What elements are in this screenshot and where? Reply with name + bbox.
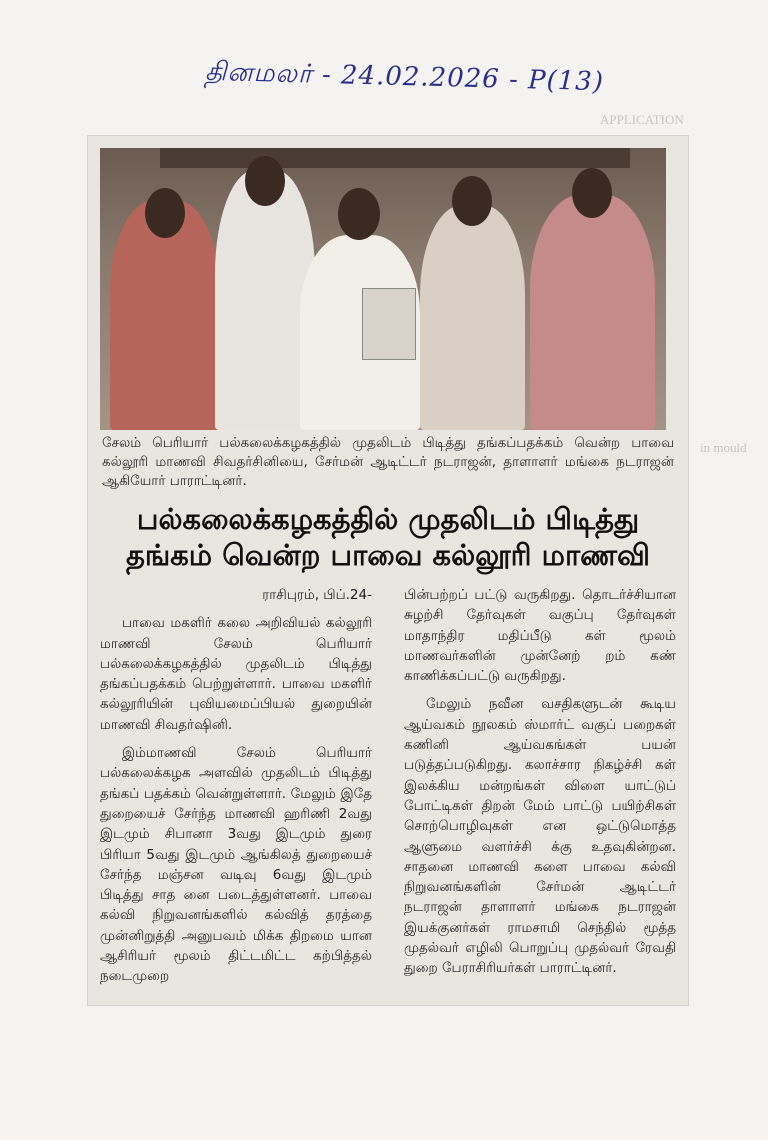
person-3-head	[338, 188, 380, 240]
person-5-head	[572, 168, 612, 218]
article-paragraph: பாவை மகளிர் கலை அறிவியல் கல்லூரி மாணவி சேலம் பெரியார் பல்கலைக்கழகத்தில் முதலிடம் பிடித்து தங்கப்பதக்கம் பெற்றுள்ளார். பாவை மகளிர் கல்லூரியின் புவியமைப்பியல் துறையின் மாணவி சிவதர்ஷினி.	[100, 615, 372, 733]
article-paragraph: மேலும் நவீன வசதிகளுடன் கூடிய ஆய்வகம் நூலகம் ஸ்மார்ட் வகுப் பறைகள் கணினி ஆய்வகங்கள் பயன் படுத்தப்படுகிறது. கலாச்சார நிகழ்ச்சி கள் இலக்கிய மன்றங்கள் விளை யாட்டுப் போட்டிகள் திறன் மேம் பாட்டு பயிற்சிகள் சொற்பொழிவுகள் என ஒட்டுமொத்த ஆளுமை வளர்ச்சி க்கு உதவுகின்றன. சாதனை மாணவி களை பாவை கல்வி நிறுவனங்களின் சேர்மன் ஆடிட்டர் நடராஜன் தாளாளர் மங்கை நடராஜன் இயக்குனர்கள் ராமசாமி செந்தில் மூத்த முதல்வர் எழிலி பொறுப்பு முதல்வர் ரேவதி துறை பேராசிரியர்கள் பாராட்டினர்.	[404, 696, 676, 977]
certificate	[362, 288, 416, 360]
group-photo	[100, 148, 666, 430]
person-5	[530, 195, 655, 430]
person-4-head	[452, 176, 492, 226]
headline	[100, 501, 676, 573]
bleed-through-text: APPLICATION	[600, 112, 684, 127]
bleed-through-text: in mould	[700, 440, 747, 455]
person-4	[420, 205, 525, 430]
article-column-right	[404, 585, 676, 987]
dateline: ராசிபுரம், பிப்.24-	[262, 587, 372, 603]
article-paragraph: பின்பற்றப் பட்டு வருகிறது. தொடர்ச்சியான சுழற்சி தேர்வுகள் வகுப்பு தேர்வுகள் மாதாந்திர மதிப்பீடு கள் மூலம் மாணவர்களின் முன்னேற் றம் கண் காணிக்கப்பட்டு வருகிறது.	[404, 587, 676, 685]
photo-caption: சேலம் பெரியார் பல்கலைக்கழகத்தில் முதலிடம் பிடித்து தங்கப்பதக்கம் வென்ற பாவை கல்லூரி மாணவி சிவதர்சினியை, சேர்மன் ஆடிட்டர் நடராஜன், தாளாளர் மங்கை நடராஜன் ஆகியோர் பாராட்டினர்.	[102, 435, 674, 489]
person-1-head	[145, 188, 185, 238]
article-paragraph: இம்மாணவி சேலம் பெரியார் பல்கலைக்கழக அளவில் முதலிடம் பிடித்து தங்கப் பதக்கம் வென்றுள்ளார். மேலும் இதே துறையைச் சேர்ந்த மாணவி ஹரிணி 2வது இடமும் சிபானா 3வது இடமும் துரை பிரியா 5வது இடமும் ஆங்கிலத் துறையைச் சேர்ந்த மஞ்சன வடிவு 6வது இடமும் பிடித்து சாத னை படைத்துள்ளனர். பாவை கல்வி நிறுவனங்களில் கல்வித் தரத்தை முன்னிறுத்தி அனுபவம் மிக்க திறமை யான ஆசிரியர் மூலம் திட்டமிட்ட கற்பித்தல் நடைமுறை	[100, 745, 372, 985]
article-column-left	[100, 585, 372, 995]
handwritten-source-note: தினமலர் - 24.02.2026 - P(13)	[204, 56, 605, 98]
person-2-head	[245, 156, 285, 206]
headline-line-1: பல்கலைக்கழகத்தில் முதலிடம் பிடித்து	[136, 502, 640, 536]
article-body	[100, 585, 676, 995]
newspaper-clipping	[88, 136, 688, 1005]
headline-line-2: தங்கம் வென்ற பாவை கல்லூரி மாணவி	[125, 538, 651, 572]
